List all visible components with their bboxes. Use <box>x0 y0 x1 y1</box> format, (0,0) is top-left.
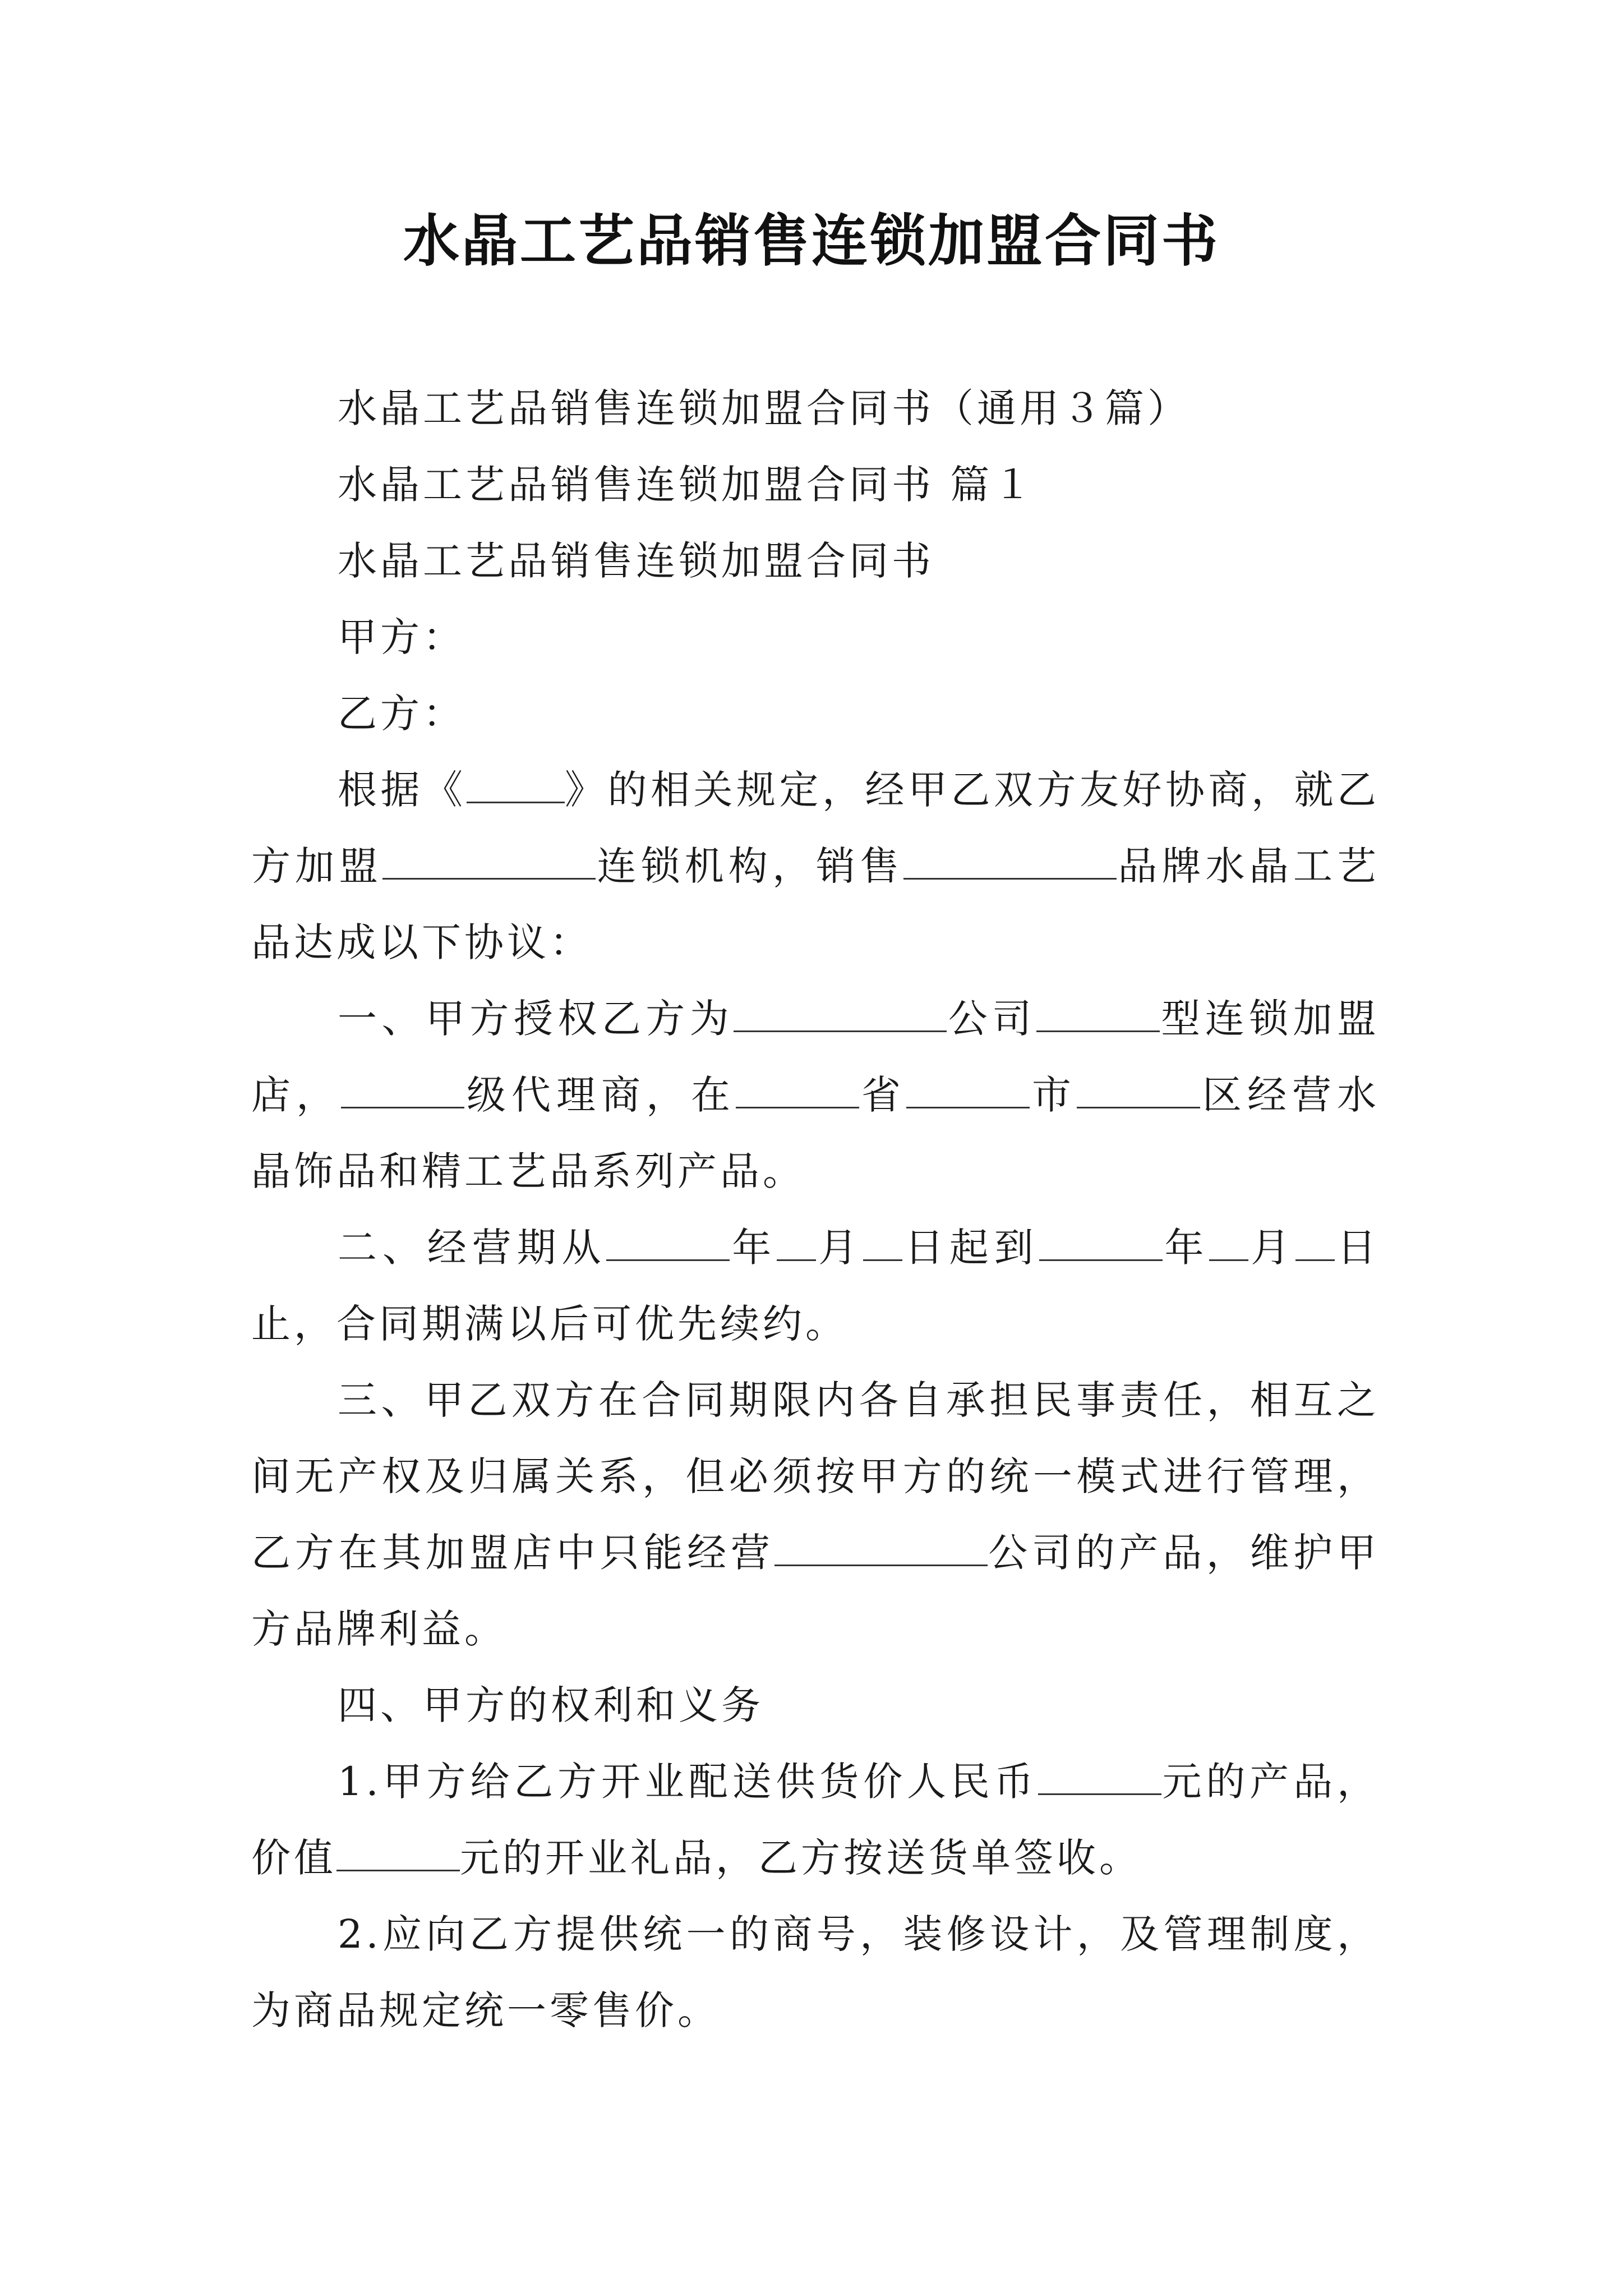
blank-field <box>1036 993 1160 1033</box>
intro-text-4: 品牌水晶工艺品达成以下协议： <box>251 843 1380 965</box>
intro-text-2: 》的相关规定，经甲乙双方友好协商，就乙方加盟 <box>251 767 1380 889</box>
blank-field <box>906 1070 1030 1109</box>
clause2-text-5: 年 <box>1162 1225 1210 1271</box>
clause-4-item-1 <box>251 1743 1380 1896</box>
clause2-text-1: 二、经营期从 <box>338 1225 607 1271</box>
document-body <box>251 370 1380 2049</box>
intro-paragraph <box>251 752 1380 981</box>
clause3-text-1: 三、甲乙双方在合同期限内各自承担民事责任，相互之间无产权及归属关系，但必须按甲方的统一模式进行管理，乙方在其加盟店中只能经营 <box>251 1377 1380 1576</box>
blank-field <box>903 841 1117 880</box>
clause1-text-1: 一、甲方授权乙方为 <box>338 996 734 1042</box>
intro-text-3: 连锁机构，销售 <box>596 843 904 889</box>
party-b-label: 乙方： <box>338 691 465 737</box>
intro-text-1: 根据《 <box>338 767 467 813</box>
clause2-text-3: 月 <box>816 1225 863 1271</box>
clause1-text-3: 型连锁加盟店， <box>251 996 1380 1118</box>
blank-field <box>774 1527 988 1567</box>
item1-text-2: 元的产品，价值 <box>251 1759 1380 1881</box>
blank-field <box>1039 1222 1163 1262</box>
blank-field <box>736 1070 859 1109</box>
clause-4-item-2: 2.应向乙方提供统一的商号，装修设计，及管理制度，为商品规定统一零售价。 <box>251 1911 1380 2033</box>
blank-field <box>1077 1070 1200 1109</box>
clause-2 <box>251 1209 1380 1362</box>
blank-field <box>777 1222 816 1262</box>
clause2-text-7: 日止，合同期满以后可优先续约。 <box>251 1225 1380 1347</box>
clause1-text-2: 公司 <box>947 996 1036 1042</box>
part-heading: 水晶工艺品销售连锁加盟合同书 篇１ <box>338 462 1036 508</box>
clause2-text-4: 日起到 <box>902 1225 1039 1271</box>
blank-field <box>341 1070 464 1109</box>
party-a-label: 甲方： <box>338 614 465 660</box>
blank-field <box>336 1833 460 1872</box>
clause2-text-2: 年 <box>730 1225 777 1271</box>
subtitle: 水晶工艺品销售连锁加盟合同书（通用３篇） <box>338 385 1190 431</box>
clause2-text-6: 月 <box>1248 1225 1296 1271</box>
contract-name: 水晶工艺品销售连锁加盟合同书 <box>338 538 934 584</box>
clause-4-heading: 四、甲方的权利和义务 <box>338 1682 764 1728</box>
blank-field <box>606 1222 730 1262</box>
blank-field <box>1295 1222 1335 1262</box>
blank-field <box>382 841 596 880</box>
clause1-text-7: 区经营水晶饰品和精工艺品系列产品。 <box>251 1072 1380 1194</box>
blank-field <box>863 1222 902 1262</box>
blank-field <box>1209 1222 1248 1262</box>
item1-text-1: 1.甲方给乙方开业配送供货价人民币 <box>338 1759 1038 1805</box>
blank-field <box>734 993 947 1033</box>
clause3-text-2: 公司的产品，维护甲方品牌利益。 <box>251 1530 1380 1652</box>
clause-3 <box>251 1362 1380 1667</box>
document-title: 水晶工艺品销售连锁加盟合同书 <box>403 208 1220 274</box>
clause1-text-5: 省 <box>859 1072 906 1118</box>
blank-field <box>1038 1756 1161 1796</box>
clause1-text-6: 市 <box>1030 1072 1077 1118</box>
clause-1 <box>251 981 1380 1209</box>
blank-field <box>467 765 565 804</box>
clause1-text-4: 级代理商，在 <box>464 1072 736 1118</box>
item1-text-3: 元的开业礼品，乙方按送货单签收。 <box>460 1835 1142 1881</box>
